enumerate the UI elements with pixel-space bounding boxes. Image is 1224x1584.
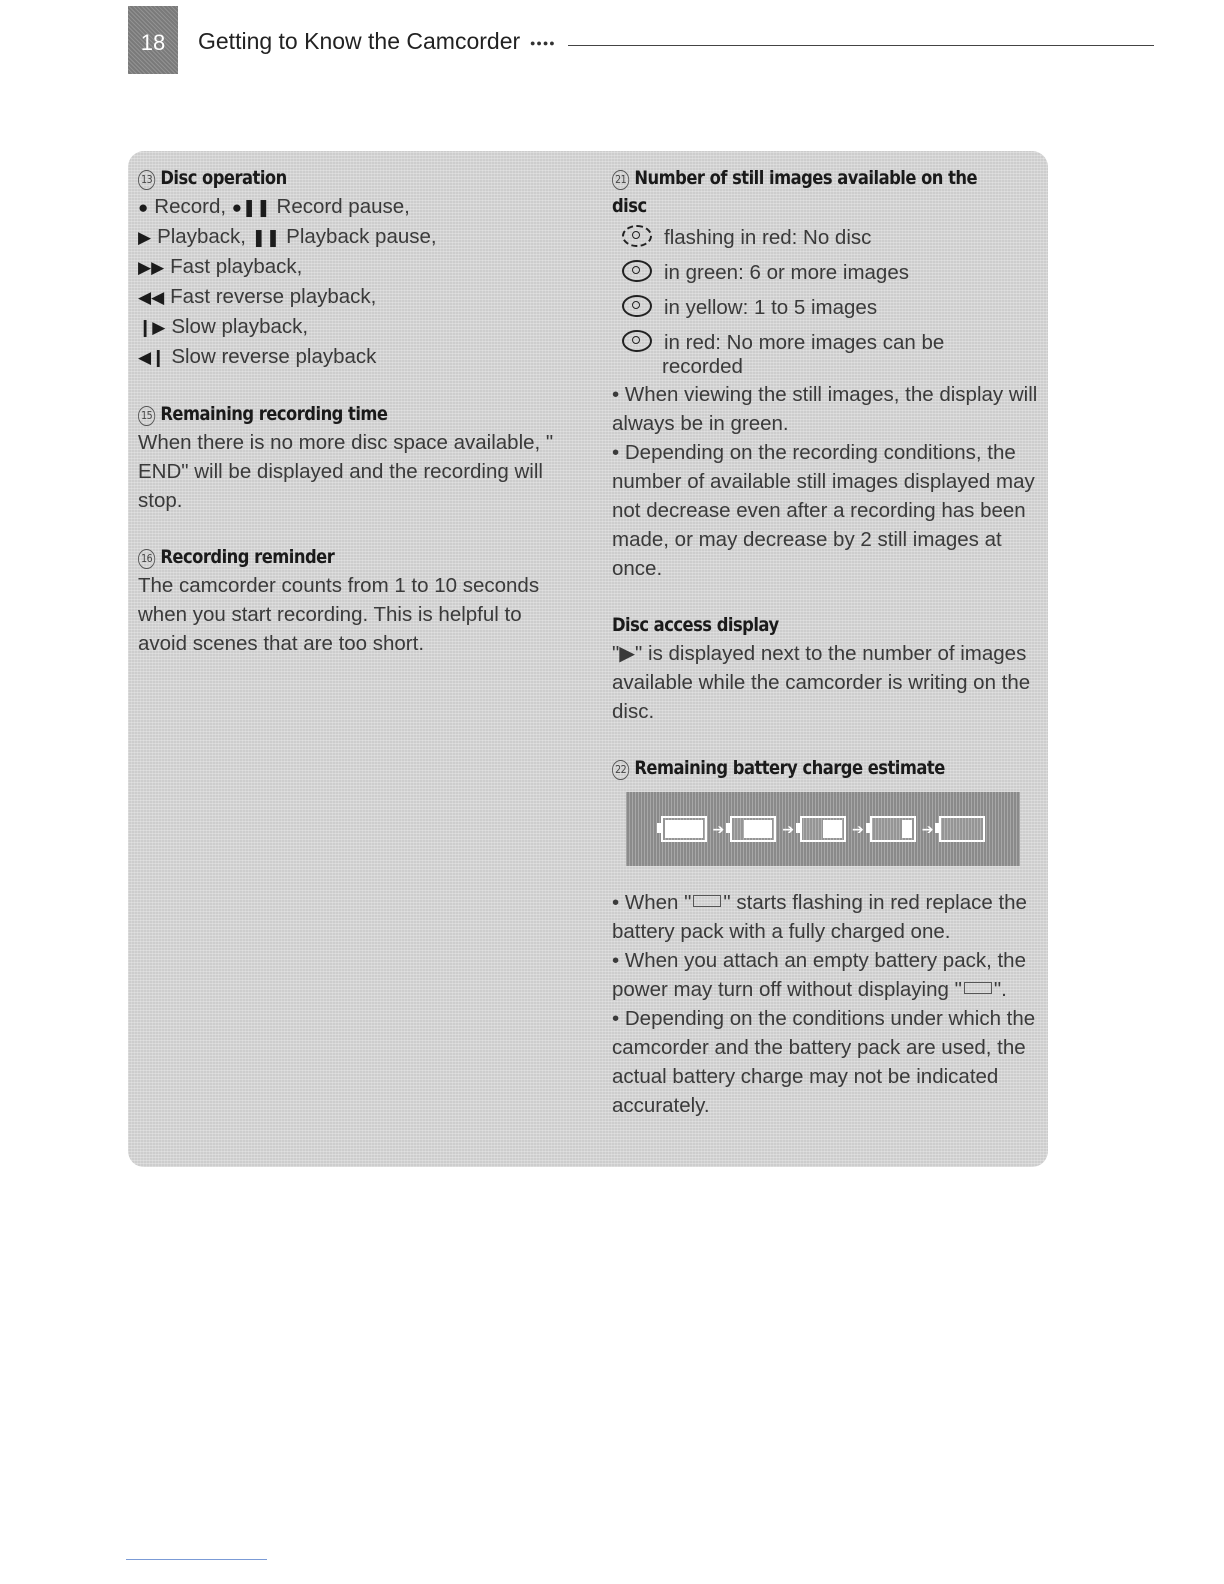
- battery-note: • Depending on the conditions under which the camcorder and the battery pack are used, the actual battery charge may not be indicated accurately.: [612, 1007, 1036, 1117]
- disc-operation-title: 13 Disc operation: [138, 164, 516, 192]
- page-number: 18: [140, 30, 166, 55]
- disc-op-item: ◀◀ Fast reverse playback,: [138, 282, 578, 312]
- page-title: Getting to Know the Camcorder: [198, 28, 521, 54]
- footer-link-line: [126, 1559, 267, 1560]
- circled-number: 16: [138, 549, 155, 569]
- right-column: [612, 164, 1042, 1120]
- disc-op-item: ❙▶ Slow playback,: [138, 312, 578, 342]
- battery-icon: [870, 816, 916, 842]
- slow-play-icon: ❙▶: [138, 318, 166, 337]
- arrow-icon: ➔: [712, 820, 725, 837]
- circled-number: 13: [138, 170, 155, 190]
- still-state-cont: recorded: [662, 355, 743, 378]
- arrow-icon: ➔: [852, 820, 864, 837]
- disc-op-item: ● Record, ●❚❚ Record pause,: [138, 192, 578, 222]
- disc-op-item: ▶▶ Fast playback,: [138, 252, 578, 282]
- still-state: in yellow: 1 to 5 images: [612, 290, 1042, 325]
- arrow-icon: ➔: [782, 820, 794, 837]
- still-note: • Depending on the recording conditions, the number of available still images displayed may not decrease even after a recording has been made, or may decrease by 2 still images at once.: [612, 441, 1035, 580]
- left-column: [138, 164, 578, 658]
- fast-reverse-icon: ◀◀: [138, 288, 165, 307]
- still-images-title: 21 Number of still images available on the disc: [612, 167, 978, 217]
- remaining-time-title: 15 Remaining recording time: [138, 400, 516, 428]
- still-state: in green: 6 or more images: [612, 255, 1042, 290]
- battery-icon: [661, 816, 707, 842]
- fast-forward-icon: ▶▶: [138, 258, 165, 277]
- disc-icon: [622, 330, 652, 352]
- circled-number: 15: [138, 406, 155, 426]
- disc-op-item: ▶ Playback, ❚❚ Playback pause,: [138, 222, 578, 252]
- battery-note: • When you attach an empty battery pack, the power may turn off without displaying " ".: [612, 949, 1026, 1001]
- empty-battery-icon: [693, 895, 721, 907]
- play-icon: ▶: [138, 228, 152, 247]
- header-rule: [568, 45, 1154, 46]
- disc-icon: [622, 260, 652, 282]
- disc-icon: [622, 295, 652, 317]
- remaining-time-text: When there is no more disc space available, " END" will be displayed and the recording will stop.: [138, 431, 554, 512]
- battery-icon: [730, 816, 776, 842]
- still-state: in red: No more images can be: [612, 325, 1042, 360]
- battery-title: 22 Remaining battery charge estimate: [612, 754, 982, 782]
- disc-access-text: "▶" is displayed next to the number of images available while the camcorder is writing on the disc.: [612, 642, 1031, 723]
- arrow-icon: ➔: [921, 820, 934, 837]
- reminder-text: The camcorder counts from 1 to 10 seconds when you start recording. This is helpful to avoid scenes that are too short.: [138, 574, 540, 655]
- battery-icon: [939, 816, 985, 842]
- record-icon: ●: [138, 198, 149, 217]
- disc-access-title: Disc access display: [612, 614, 779, 636]
- still-note: • When viewing the still images, the display will always be in green.: [612, 383, 1038, 435]
- battery-note: • When " " starts flashing in red replace the battery pack with a fully charged one.: [612, 891, 1027, 943]
- battery-icon: [800, 816, 846, 842]
- reminder-title: 16 Recording reminder: [138, 543, 516, 571]
- no-disc-icon: [622, 225, 652, 247]
- disc-op-item: ◀❙ Slow reverse playback: [138, 342, 578, 372]
- still-state: flashing in red: No disc: [612, 220, 1042, 255]
- header-dots: ●●●●: [530, 38, 556, 48]
- empty-battery-icon: [964, 982, 992, 994]
- battery-level-strip: [626, 792, 1020, 866]
- pause-icon: ❚❚: [251, 228, 281, 247]
- page-number-tab: [128, 6, 178, 74]
- slow-reverse-icon: ◀❙: [138, 348, 166, 367]
- circled-number: 21: [612, 170, 629, 190]
- record-pause-icon: ●❚❚: [231, 198, 271, 217]
- circled-number: 22: [612, 760, 629, 780]
